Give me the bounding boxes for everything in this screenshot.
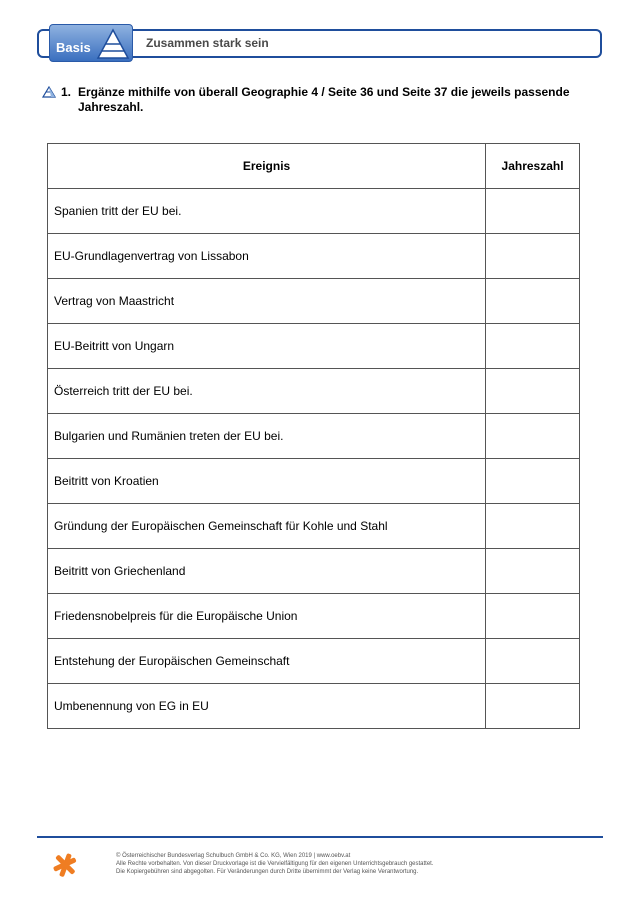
year-cell[interactable] bbox=[486, 549, 580, 594]
event-table bbox=[47, 143, 580, 729]
event-cell: Gründung der Europäischen Gemeinschaft für Kohle und Stahl bbox=[48, 504, 486, 549]
table-row bbox=[48, 504, 580, 549]
event-cell: Österreich tritt der EU bei. bbox=[48, 369, 486, 414]
page-title: Zusammen stark sein bbox=[146, 36, 269, 50]
task-text-line2: Jahreszahl. bbox=[78, 100, 144, 114]
table-row bbox=[48, 459, 580, 504]
event-cell: Beitritt von Griechenland bbox=[48, 549, 486, 594]
year-cell[interactable] bbox=[486, 279, 580, 324]
task-instruction bbox=[78, 85, 638, 115]
table-header-row bbox=[48, 144, 580, 189]
table-row bbox=[48, 189, 580, 234]
footer-line2: Alle Rechte vorbehalten. Von dieser Druckvorlage ist die Vervielfältigung für den eigenen Unterrichtsgebrauch gestattet. bbox=[116, 861, 434, 867]
table-row bbox=[48, 639, 580, 684]
table-row bbox=[48, 279, 580, 324]
pyramid-icon bbox=[42, 86, 56, 98]
year-cell[interactable] bbox=[486, 459, 580, 504]
footer-line3: Die Kopiergebühren sind abgegolten. Für Veränderungen durch Dritte übernimmt der Verlag keine Verantwortung. bbox=[116, 869, 419, 875]
table-row bbox=[48, 684, 580, 729]
event-cell: Bulgarien und Rumänien treten der EU bei. bbox=[48, 414, 486, 459]
task-text-line1: Ergänze mithilfe von überall Geographie 4 / Seite 36 und Seite 37 die jeweils passende bbox=[78, 85, 570, 99]
year-cell[interactable] bbox=[486, 369, 580, 414]
table-row bbox=[48, 324, 580, 369]
event-cell: Vertrag von Maastricht bbox=[48, 279, 486, 324]
event-cell: Entstehung der Europäischen Gemeinschaft bbox=[48, 639, 486, 684]
pyramid-logo-icon bbox=[96, 28, 130, 60]
event-cell: Umbenennung von EG in EU bbox=[48, 684, 486, 729]
header-jahreszahl: Jahreszahl bbox=[486, 144, 580, 189]
table-row bbox=[48, 414, 580, 459]
footer-copyright bbox=[116, 852, 434, 876]
table-row bbox=[48, 234, 580, 279]
event-cell: Spanien tritt der EU bei. bbox=[48, 189, 486, 234]
event-cell: EU-Beitritt von Ungarn bbox=[48, 324, 486, 369]
year-cell[interactable] bbox=[486, 189, 580, 234]
year-cell[interactable] bbox=[486, 414, 580, 459]
year-cell[interactable] bbox=[486, 684, 580, 729]
footer-divider bbox=[37, 836, 603, 838]
year-cell[interactable] bbox=[486, 594, 580, 639]
year-cell[interactable] bbox=[486, 639, 580, 684]
footer-line1: © Österreichischer Bundesverlag Schulbuch GmbH & Co. KG, Wien 2019 | www.oebv.at bbox=[116, 853, 351, 859]
year-cell[interactable] bbox=[486, 324, 580, 369]
basis-logo bbox=[49, 24, 133, 62]
event-cell: Beitritt von Kroatien bbox=[48, 459, 486, 504]
year-cell[interactable] bbox=[486, 234, 580, 279]
year-cell[interactable] bbox=[486, 504, 580, 549]
logo-text: Basis bbox=[56, 40, 91, 55]
event-cell: EU-Grundlagenvertrag von Lissabon bbox=[48, 234, 486, 279]
table-row bbox=[48, 549, 580, 594]
header-ereignis: Ereignis bbox=[48, 144, 486, 189]
table-row bbox=[48, 369, 580, 414]
task-number: 1. bbox=[61, 85, 72, 99]
oebv-logo-icon bbox=[52, 852, 78, 878]
table-row bbox=[48, 594, 580, 639]
event-cell: Friedensnobelpreis für die Europäische Union bbox=[48, 594, 486, 639]
